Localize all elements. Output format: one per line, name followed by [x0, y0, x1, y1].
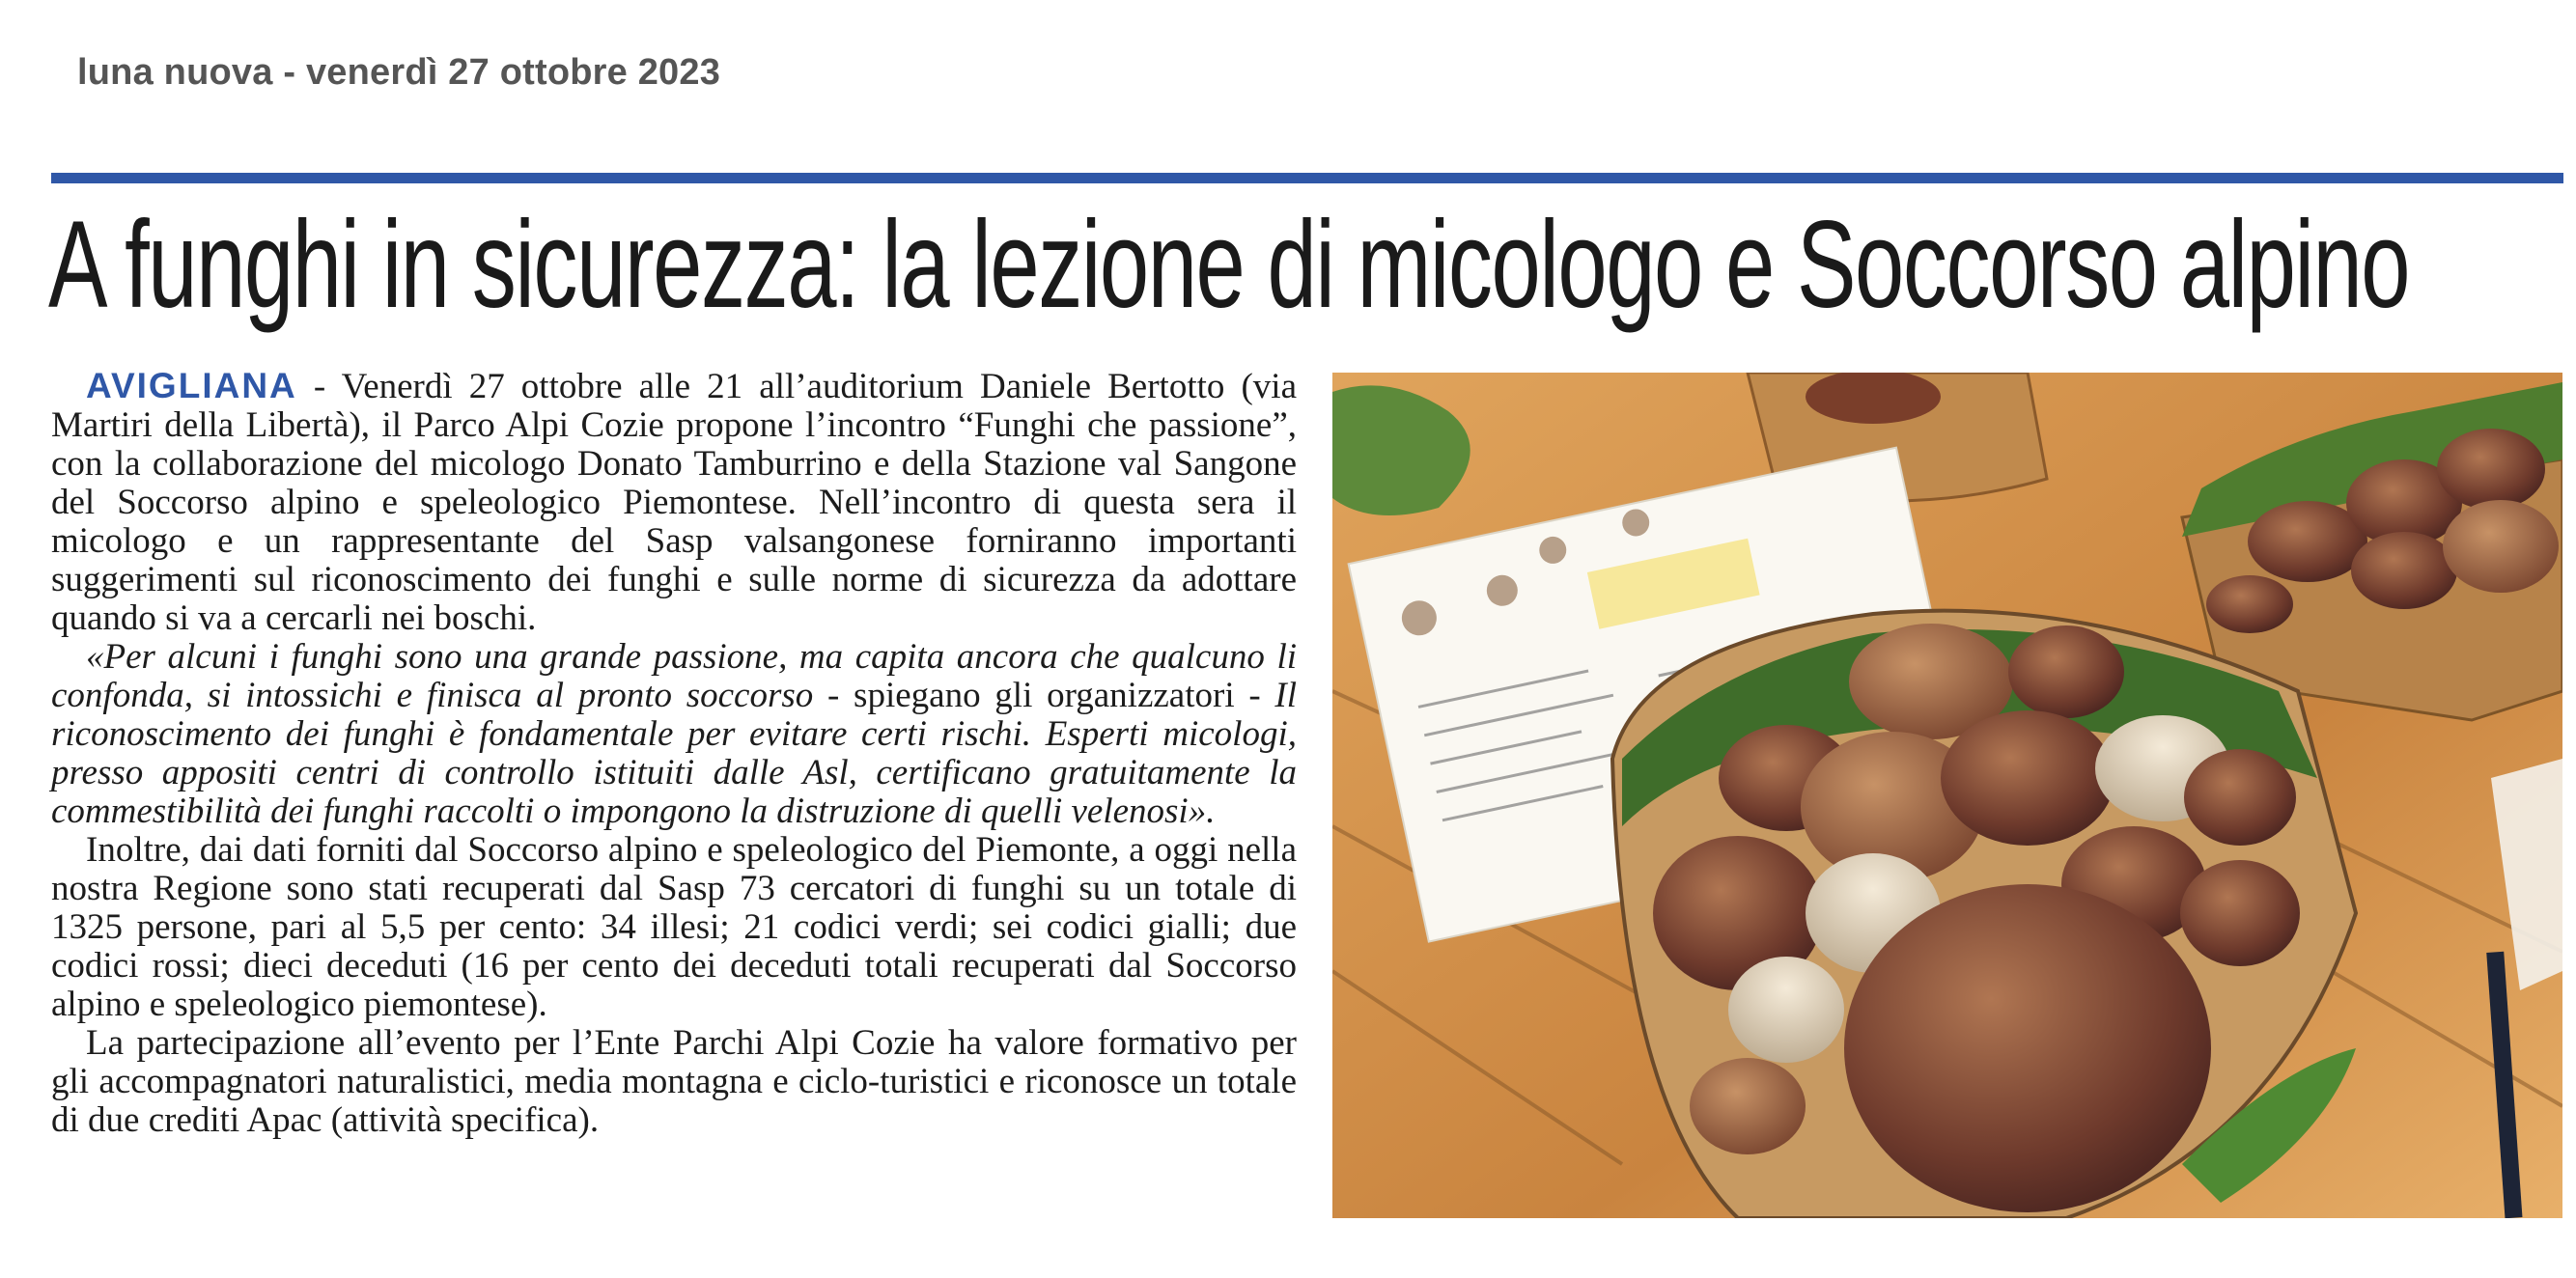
masthead: luna nuova - venerdì 27 ottobre 2023: [77, 52, 721, 93]
dateline: AVIGLIANA: [86, 366, 297, 405]
quote-attribution: - spiegano gli organizzatori -: [813, 676, 1275, 715]
header-rule: [51, 173, 2563, 183]
paragraph-3: Inoltre, dai dati forniti dal Soccorso alpino e speleologico del Piemonte, a oggi nella nostra Regione sono stati recuperati dal Sasp 73 cercatori di funghi su un totale di 1325 persone, pari al 5,5 per cento: 34 illesi; 21 codici verdi; sei codici gialli; due codici rossi; dieci deceduti (16 per cento dei deceduti totali recuperati dal Soccorso alpino e speleologico piemontese).: [51, 830, 1297, 1024]
quote-part-1: «Per alcuni i funghi sono una grande passione, ma capita ancora che qualcuno li confonda, si intossichi e finisca al pronto soccorso: [51, 637, 1297, 715]
paragraph-1-text: - Venerdì 27 ottobre alle 21 all’auditorium Daniele Bertotto (via Martiri della Libertà), il Parco Alpi Cozie propone l’incontro “Funghi che passione”, con la collaborazione del micologo Donato Tamburrino e della Stazione val Sangone del Soccorso alpino e speleologico Piemontese. Nell’incontro di questa sera il micologo e un rappresentante del Sasp valsangonese forniranno importanti suggerimenti sul riconoscimento dei funghi e sulle norme di sicurezza da adottare quando si va a cercarli nei boschi.: [51, 367, 1297, 638]
paragraph-2: [51, 638, 1297, 831]
mushroom-photo: [1332, 373, 2562, 1218]
quote-part-2: Il riconoscimento dei funghi è fondamentale per evitare certi rischi. Esperti micologi, presso appositi centri di controllo istituiti dalle Asl, certificano gratuitamente la commestibilità dei funghi raccolti o impongono la distruzione di quelli velenosi».: [51, 676, 1297, 831]
paragraph-1: [51, 367, 1297, 638]
headline: A funghi in sicurezza: la lezione di micologo e Soccorso alpino: [48, 196, 2410, 334]
article-body: [51, 367, 1297, 1140]
paragraph-4: La partecipazione all’evento per l’Ente Parchi Alpi Cozie ha valore formativo per gli accompagnatori naturalistici, media montagna e ciclo-turistici e riconosce un totale di due crediti Apac (attività specifica).: [51, 1023, 1297, 1140]
